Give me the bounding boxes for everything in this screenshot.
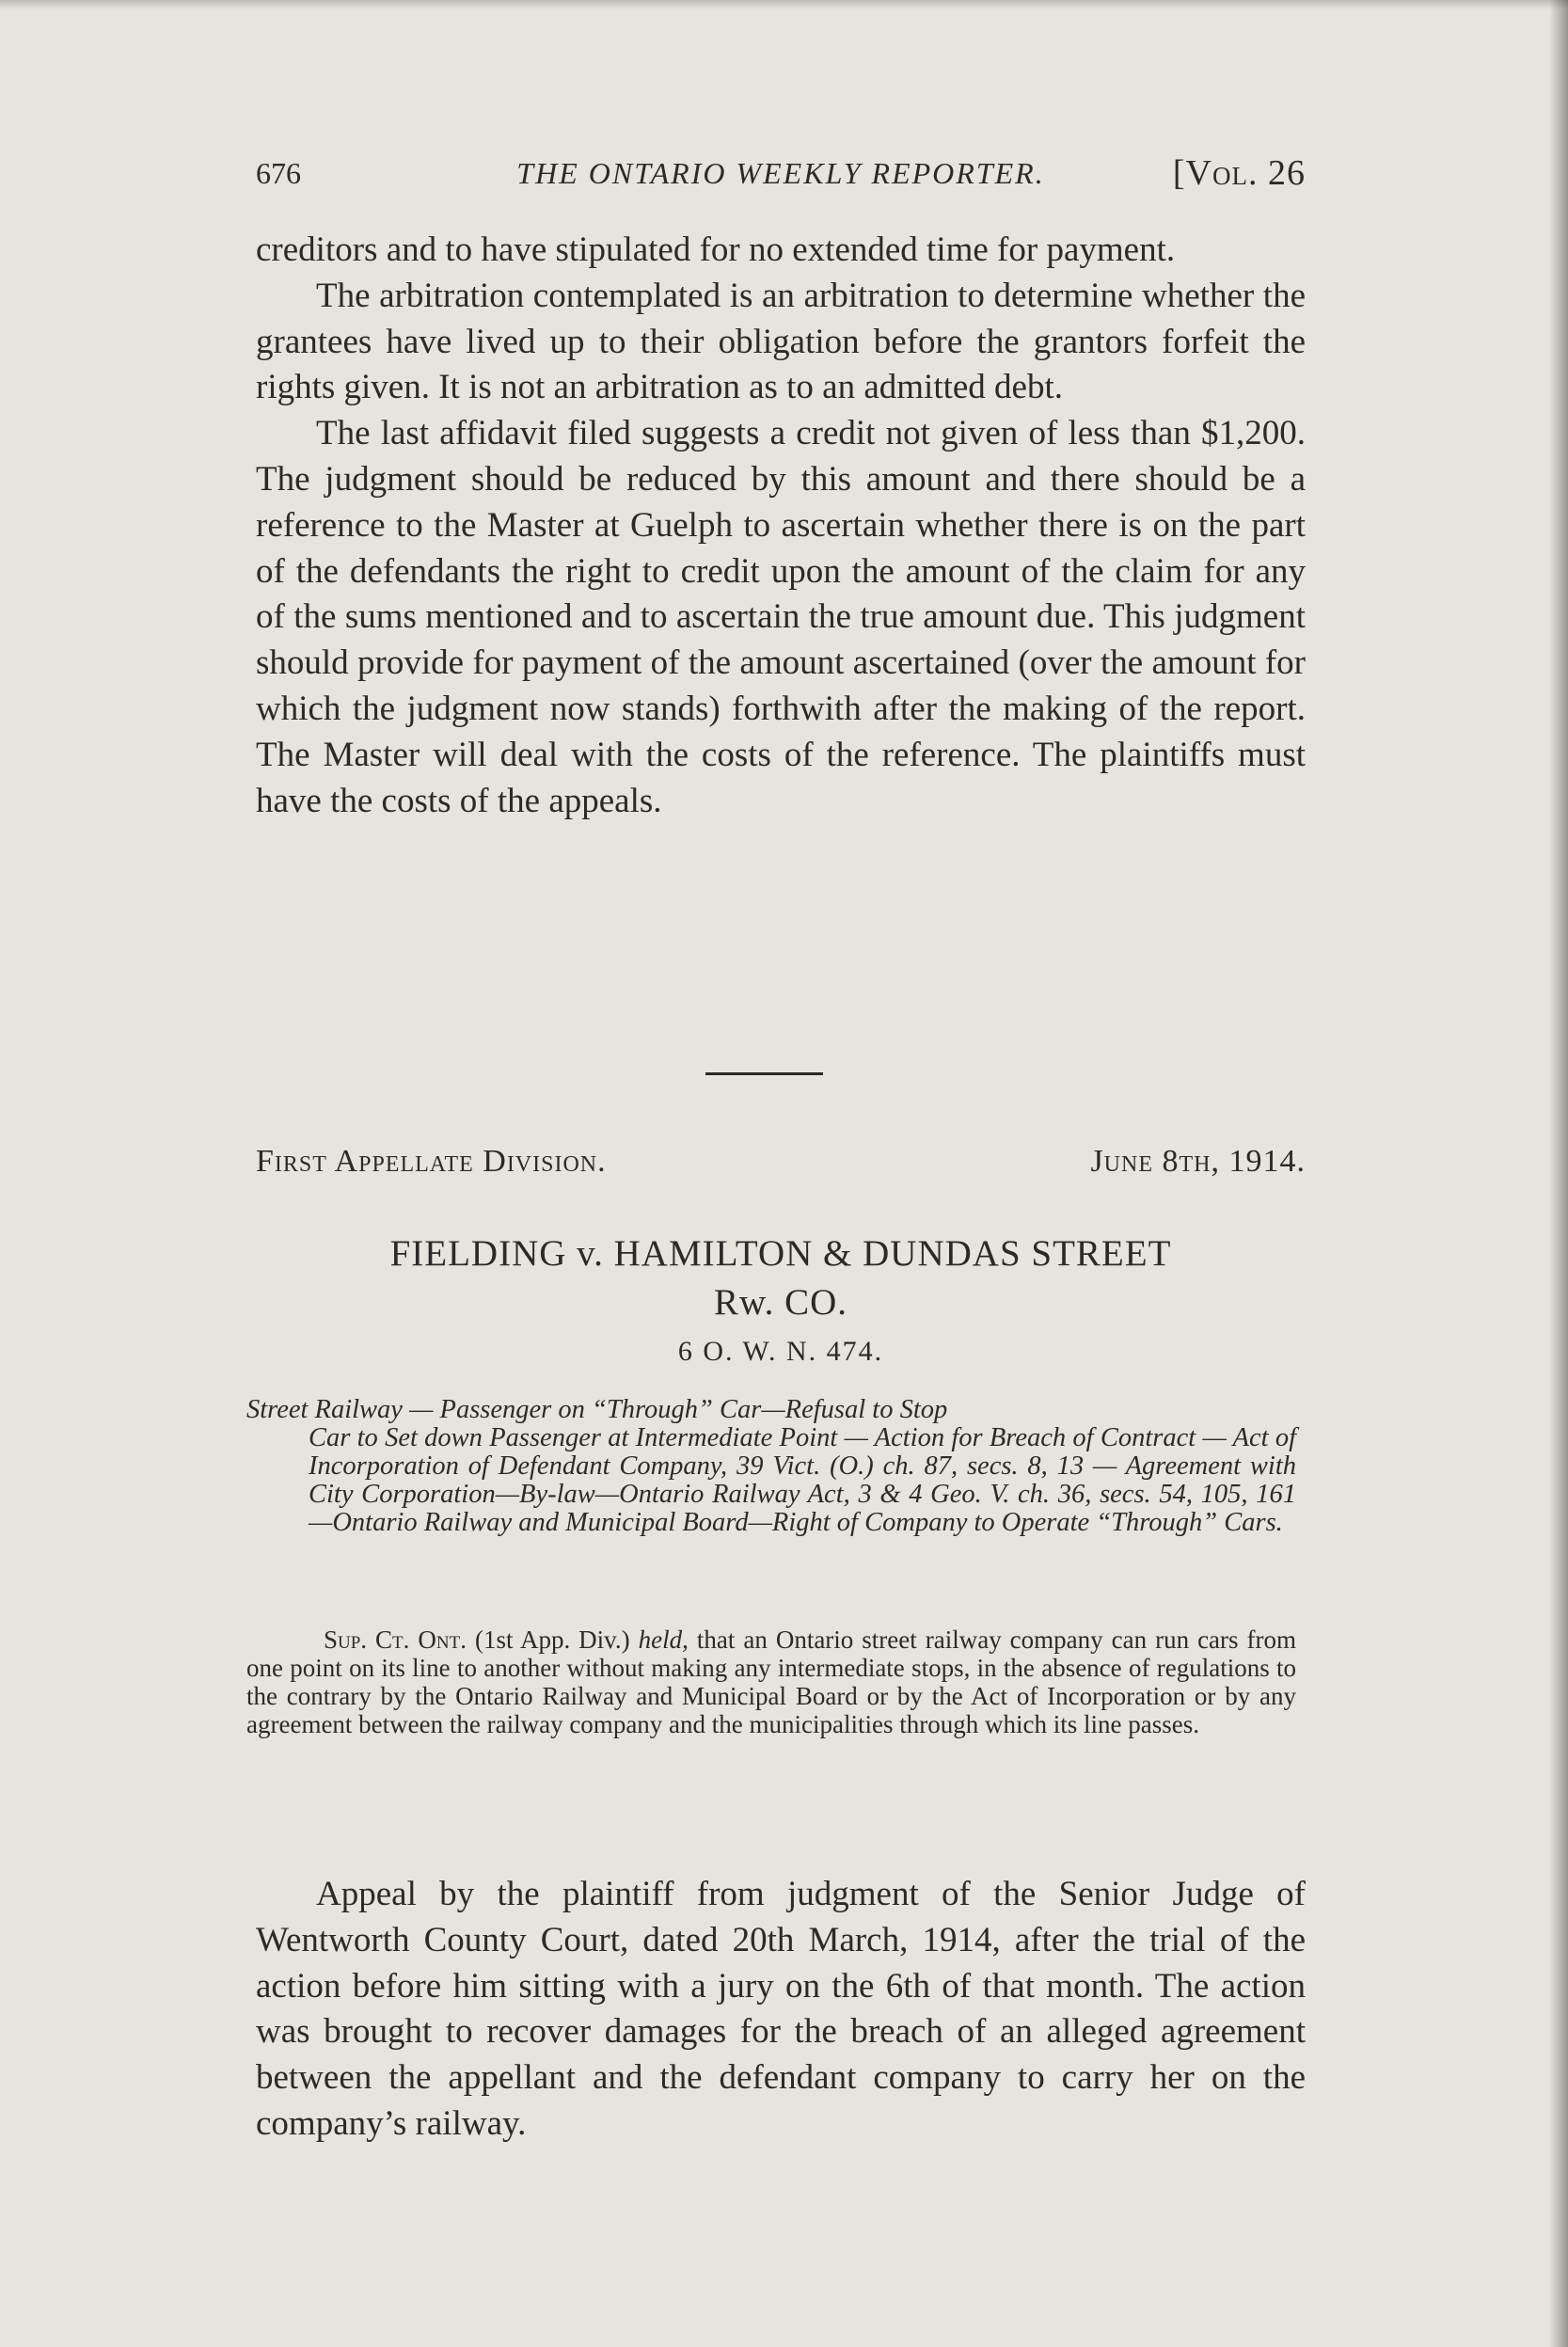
running-title: THE ONTARIO WEEKLY REPORTER. [516, 156, 1045, 190]
held-word: held, [638, 1625, 689, 1654]
bottom-text-block [256, 1872, 1306, 2148]
paragraph-continued: creditors and to have stipulated for no extended time for payment. [256, 230, 1176, 269]
paragraph-judgment: The last affidavit filed suggests a credit not given of less than $1,200. The judgment should be reduced by this amount and there should be a reference to the Master at Guelph to ascertain whether there is on the part of the defendants the right to credit upon the amount of the claim for any of the sums mentioned and to ascertain the true amount due. This judgment should provide for payment of the amount ascertained (over the amount for which the judgment now stands) forthwith after the making of the report. The Master will deal with the costs of the reference. The plaintiffs must have the costs of the appeals. [256, 414, 1306, 820]
running-head [256, 151, 1306, 207]
case-title-line1: FIELDING v. HAMILTON & DUNDAS STREET [389, 1233, 1172, 1274]
paragraph-arbitration: The arbitration contemplated is an arbitration to determine whether the grantees have lived up to their obligation before the grantors forfeit the rights given. It is not an arbitration as to an admitted debt. [256, 276, 1306, 407]
headnote-catchwords [246, 1396, 1296, 1537]
case-title-line2: Rw. CO. [713, 1282, 848, 1323]
catchwords-continuation: Car to Set down Passenger at Intermediate Point — Action for Breach of Contract — Act of Incorporation of Defendant Company, 39 Vict. (O.) ch. 87, secs. 8, 13 — Agreement with City Corporation—By-law—Ontario Railway Act, 3 & 4 Geo. V. ch. 36, secs. 54, 105, 161—Ontario Railway and Municipal Board—Right of Company to Operate “Through” Cars. [309, 1423, 1296, 1537]
top-text-block [256, 228, 1306, 824]
catchwords-first-line: Street Railway — Passenger on “Through” Car—Refusal to Stop [246, 1395, 948, 1424]
case-citation: 6 O. W. N. 474. [677, 1336, 884, 1367]
court-session-line [256, 1144, 1306, 1191]
paragraph-appeal: Appeal by the plaintiff from judgment of the Senior Judge of Wentworth County Court, dated 20th March, 1914, after the trial of the action before him sitting with a jury on the 6th of that month. The action was brought to recover damages for the breach of an alleged agreement between the appellant and the defendant company to carry her on the company’s railway. [256, 1875, 1306, 2143]
section-divider [705, 1072, 823, 1075]
court-division: (1st App. Div.) [474, 1625, 630, 1654]
page-top-shadow [0, 0, 1568, 9]
page-number: 676 [256, 156, 301, 190]
division-label: First Appellate Division. [256, 1144, 607, 1179]
headnote-holding [246, 1625, 1296, 1738]
court-name: Sup. Ct. Ont. [324, 1625, 467, 1654]
volume-label: [Vol. 26 [1172, 153, 1306, 193]
case-title [256, 1229, 1306, 1327]
holding-text: that an Ontario street railway company can run cars from one point on its line to another without making any intermediate stops, in the absence of regulations to the contrary by the Ontario Railway and Municipal Board or by the Act of Incorporation or by any agreement between the railway company and the municipalities through which its line passes. [246, 1625, 1296, 1738]
decision-date: June 8th, 1914. [1090, 1144, 1306, 1179]
page-edge-shadow [1549, 0, 1568, 2347]
